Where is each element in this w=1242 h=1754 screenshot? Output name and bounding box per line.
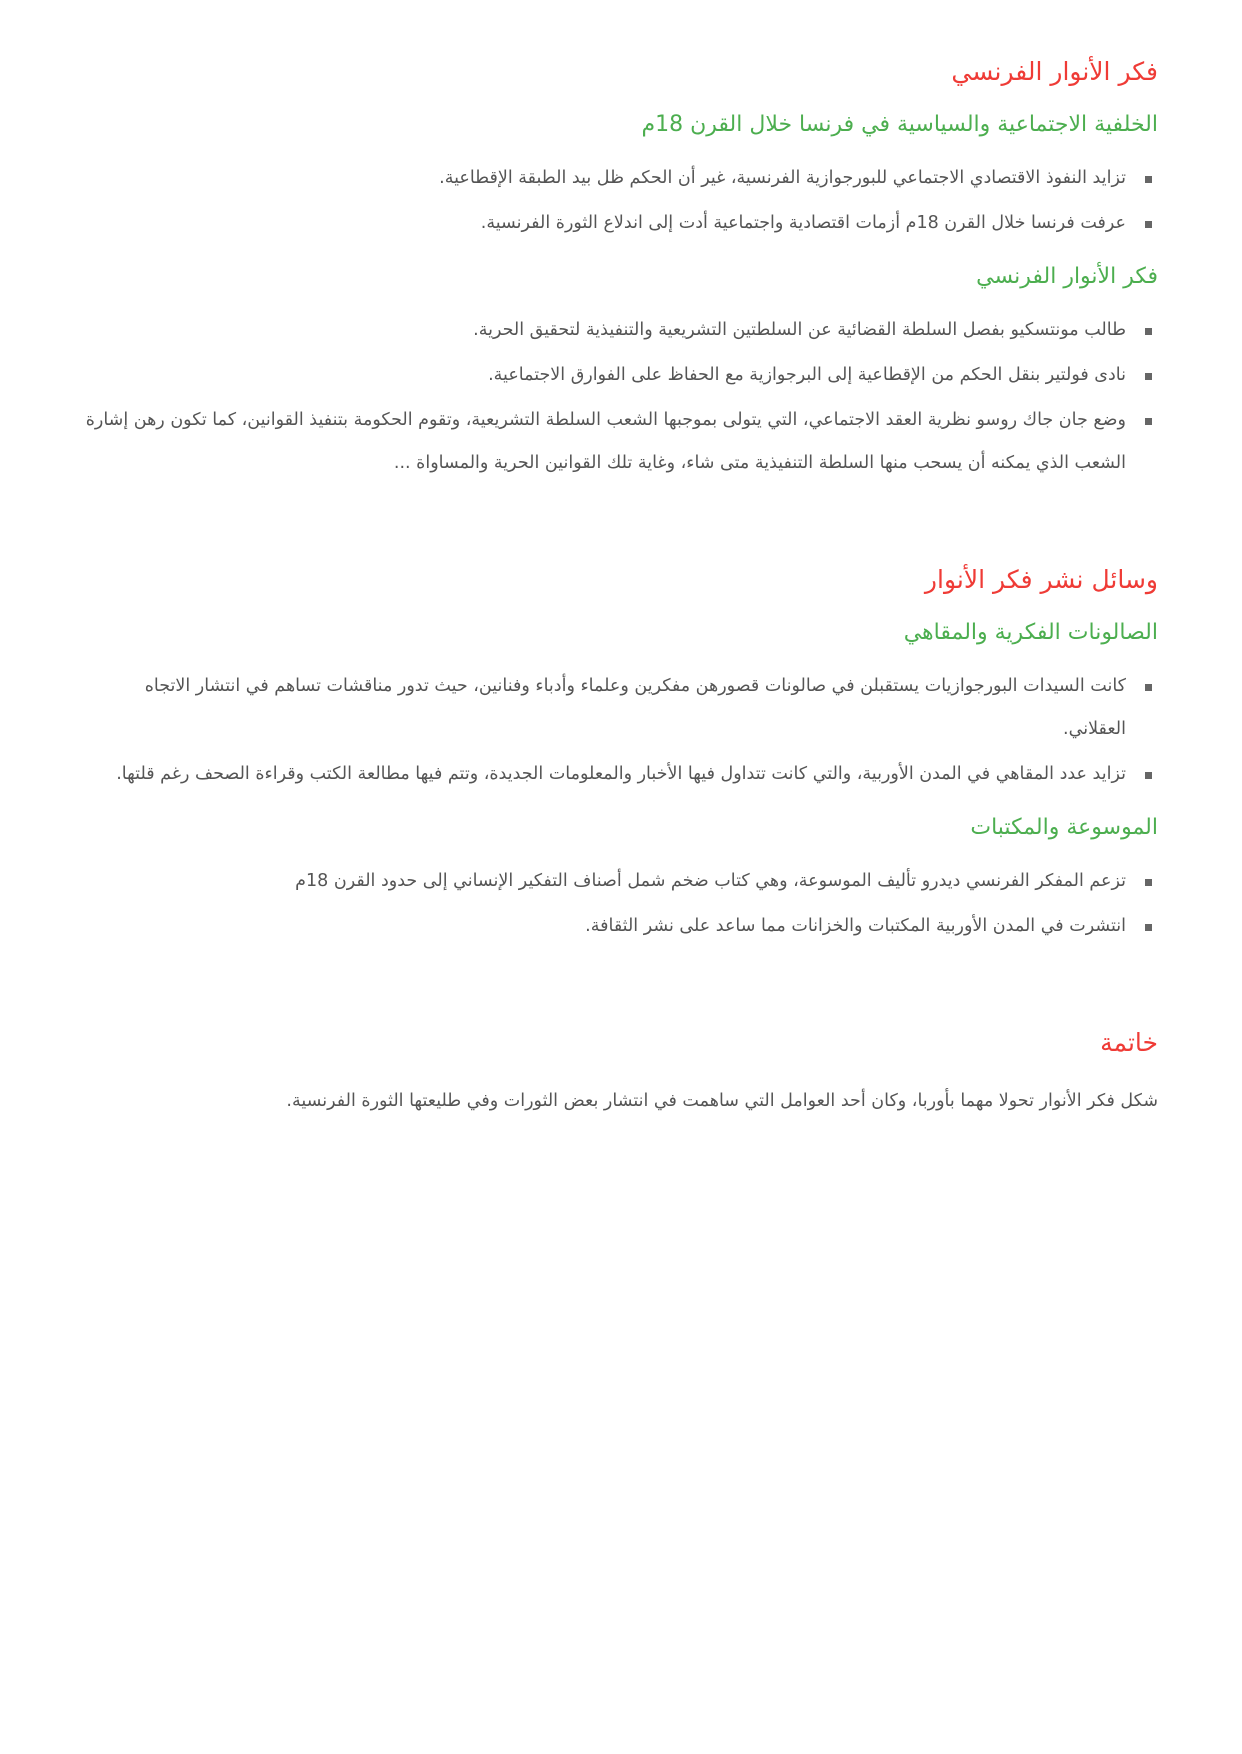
bullet-square-icon [1145, 221, 1152, 228]
list-item: نادى فولتير بنقل الحكم من الإقطاعية إلى البرجوازية مع الحفاظ على الفوارق الاجتماعية. [84, 354, 1158, 397]
list-item: تزعم المفكر الفرنسي ديدرو تأليف الموسوعة، وهي كتاب ضخم شمل أصناف التفكير الإنساني إلى حدود القرن 18م [84, 860, 1158, 903]
bullet-square-icon [1145, 418, 1152, 425]
section-title: فكر الأنوار الفرنسي [951, 57, 1158, 86]
bullet-square-icon [1145, 684, 1152, 691]
list-item: انتشرت في المدن الأوربية المكتبات والخزانات مما ساعد على نشر الثقافة. [84, 905, 1158, 948]
list-item: تزايد عدد المقاهي في المدن الأوربية، والتي كانت تتداول فيها الأخبار والمعلومات الجديدة، وتتم فيها مطالعة الكتب وقراءة الصحف رغم قلتها. [84, 753, 1158, 796]
subsection-title: فكر الأنوار الفرنسي [976, 264, 1158, 289]
subsection-title: الصالونات الفكرية والمقاهي [903, 620, 1158, 645]
list-item: عرفت فرنسا خلال القرن 18م أزمات اقتصادية واجتماعية أدت إلى اندلاع الثورة الفرنسية. [84, 202, 1158, 245]
bullet-square-icon [1145, 373, 1152, 380]
section-title: وسائل نشر فكر الأنوار [924, 565, 1158, 594]
bullet-square-icon [1145, 879, 1152, 886]
bullet-square-icon [1145, 328, 1152, 335]
subsection-title: الموسوعة والمكتبات [970, 815, 1158, 840]
subsection-title: الخلفية الاجتماعية والسياسية في فرنسا خلال القرن 18م [641, 112, 1158, 137]
list-item: طالب مونتسكيو بفصل السلطة القضائية عن السلطتين التشريعية والتنفيذية لتحقيق الحرية. [84, 309, 1158, 352]
bullet-square-icon [1145, 924, 1152, 931]
document [84, 0, 1158, 1123]
list-item: كانت السيدات البورجوازيات يستقبلن في صالونات قصورهن مفكرين وعلماء وأدباء وفنانين، حيث تدور مناقشات تساهم في انتشار الاتجاه العقلاني. [84, 665, 1158, 751]
conclusion-paragraph: شكل فكر الأنوار تحولا مهما بأوربا، وكان أحد العوامل التي ساهمت في انتشار بعض الثورات وفي طليعتها الثورة الفرنسية. [286, 1091, 1158, 1111]
section-title: خاتمة [1100, 1028, 1158, 1057]
list-item: تزايد النفوذ الاقتصادي الاجتماعي للبورجوازية الفرنسية، غير أن الحكم ظل بيد الطبقة الإقطاعية. [84, 157, 1158, 200]
bullet-square-icon [1145, 772, 1152, 779]
list-item: وضع جان جاك روسو نظرية العقد الاجتماعي، التي يتولى بموجبها الشعب السلطة التشريعية، وتقوم الحكومة بتنفيذ القوانين، كما تكون رهن إشارة الشعب الذي يمكنه أن يسحب منها السلطة التنفيذية متى شاء، وغاية تلك القوانين الحرية والمساواة ... [84, 399, 1158, 485]
bullet-square-icon [1145, 176, 1152, 183]
